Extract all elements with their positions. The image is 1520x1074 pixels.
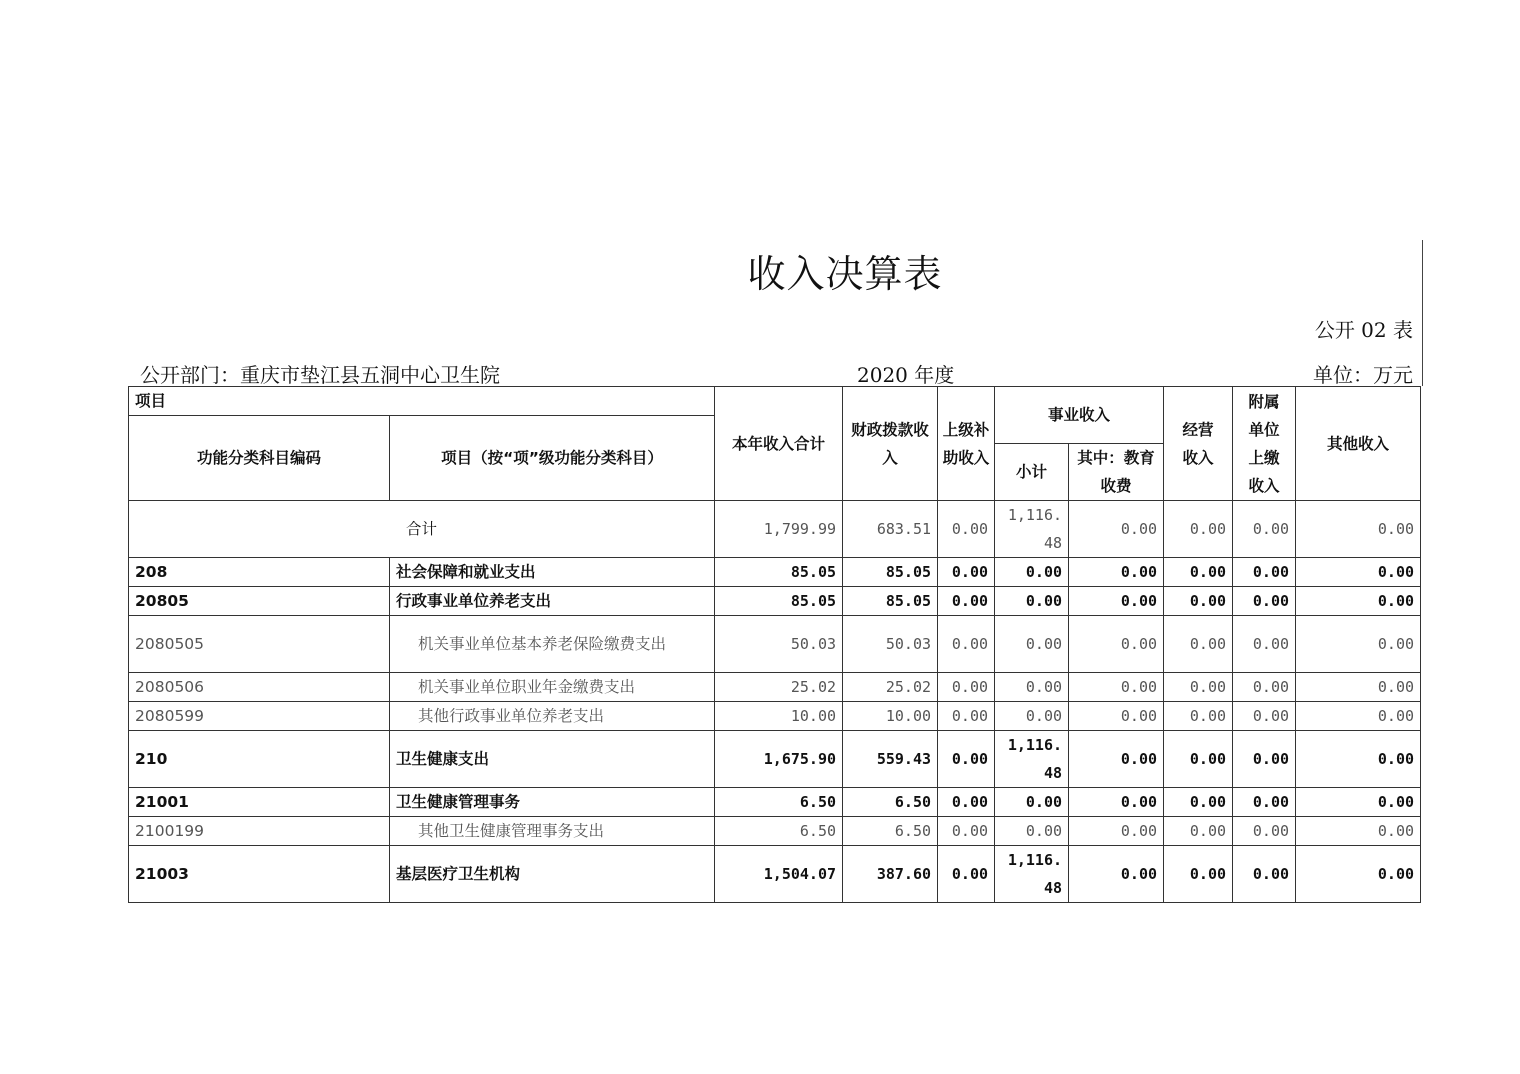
row-code: 2080599	[129, 702, 390, 731]
row-value: 1,116.48	[995, 846, 1069, 903]
total-value: 0.00	[1233, 501, 1296, 558]
income-table	[128, 386, 1421, 903]
row-value: 0.00	[995, 702, 1069, 731]
row-value: 85.05	[843, 587, 938, 616]
row-value: 0.00	[1069, 673, 1164, 702]
header-code: 功能分类科目编码	[129, 416, 390, 501]
header-item: 项目（按“项”级功能分类科目）	[390, 416, 715, 501]
row-value: 0.00	[1233, 558, 1296, 587]
row-name: 机关事业单位基本养老保险缴费支出	[390, 616, 715, 673]
row-value: 50.03	[715, 616, 843, 673]
row-value: 0.00	[938, 817, 995, 846]
table-row	[129, 817, 1421, 846]
row-value: 0.00	[1069, 817, 1164, 846]
total-value: 1,799.99	[715, 501, 843, 558]
row-value: 85.05	[715, 558, 843, 587]
row-value: 0.00	[1296, 731, 1421, 788]
row-code: 208	[129, 558, 390, 587]
total-value: 0.00	[1164, 501, 1233, 558]
row-value: 1,504.07	[715, 846, 843, 903]
row-value: 0.00	[1233, 817, 1296, 846]
row-value: 0.00	[938, 731, 995, 788]
total-value: 0.00	[1296, 501, 1421, 558]
row-value: 0.00	[1069, 702, 1164, 731]
row-value: 1,675.90	[715, 731, 843, 788]
table-row	[129, 587, 1421, 616]
total-row	[129, 501, 1421, 558]
row-value: 0.00	[1233, 616, 1296, 673]
table-row	[129, 731, 1421, 788]
row-name: 行政事业单位养老支出	[390, 587, 715, 616]
row-value: 0.00	[938, 702, 995, 731]
row-value: 0.00	[938, 616, 995, 673]
row-value: 0.00	[1069, 846, 1164, 903]
row-value: 85.05	[843, 558, 938, 587]
divider	[1422, 240, 1423, 386]
total-value: 0.00	[1069, 501, 1164, 558]
table-row	[129, 702, 1421, 731]
row-code: 21003	[129, 846, 390, 903]
row-value: 10.00	[715, 702, 843, 731]
row-value: 0.00	[1164, 817, 1233, 846]
total-value: 0.00	[938, 501, 995, 558]
page-title: 收入决算表	[747, 252, 943, 296]
table-row	[129, 673, 1421, 702]
row-value: 0.00	[1296, 846, 1421, 903]
row-code: 2080506	[129, 673, 390, 702]
header-fiscal: 财政拨款收入	[843, 387, 938, 501]
row-value: 0.00	[1069, 616, 1164, 673]
row-name: 其他卫生健康管理事务支出	[390, 817, 715, 846]
row-value: 0.00	[1164, 616, 1233, 673]
row-value: 0.00	[938, 673, 995, 702]
row-value: 0.00	[1296, 817, 1421, 846]
table-row	[129, 846, 1421, 903]
row-value: 0.00	[1164, 788, 1233, 817]
row-value: 0.00	[1296, 587, 1421, 616]
header-other: 其他收入	[1296, 387, 1421, 501]
total-label: 合计	[129, 501, 715, 558]
form-number: 公开 02 表	[1314, 318, 1413, 342]
total-value: 1,116.48	[995, 501, 1069, 558]
row-value: 1,116.48	[995, 731, 1069, 788]
fiscal-year: 2020 年度	[857, 363, 955, 387]
row-code: 210	[129, 731, 390, 788]
table-row	[129, 558, 1421, 587]
row-value: 0.00	[995, 817, 1069, 846]
total-value: 683.51	[843, 501, 938, 558]
row-value: 0.00	[1233, 587, 1296, 616]
row-value: 0.00	[1164, 702, 1233, 731]
row-value: 0.00	[1296, 788, 1421, 817]
row-value: 0.00	[1069, 558, 1164, 587]
row-name: 卫生健康管理事务	[390, 788, 715, 817]
row-value: 559.43	[843, 731, 938, 788]
row-code: 2080505	[129, 616, 390, 673]
row-value: 0.00	[1164, 846, 1233, 903]
row-name: 卫生健康支出	[390, 731, 715, 788]
row-value: 0.00	[1069, 788, 1164, 817]
department-label: 公开部门：重庆市垫江县五洞中心卫生院	[140, 363, 500, 387]
row-value: 387.60	[843, 846, 938, 903]
row-value: 0.00	[1069, 587, 1164, 616]
row-value: 6.50	[843, 788, 938, 817]
header-superior: 上级补助收入	[938, 387, 995, 501]
table-row	[129, 616, 1421, 673]
row-value: 85.05	[715, 587, 843, 616]
row-value: 0.00	[995, 558, 1069, 587]
row-name: 社会保障和就业支出	[390, 558, 715, 587]
row-value: 0.00	[1233, 702, 1296, 731]
row-value: 0.00	[938, 587, 995, 616]
row-value: 0.00	[1233, 846, 1296, 903]
table-row	[129, 788, 1421, 817]
row-value: 0.00	[938, 558, 995, 587]
row-value: 0.00	[1164, 731, 1233, 788]
row-value: 0.00	[995, 673, 1069, 702]
row-value: 6.50	[715, 788, 843, 817]
row-value: 0.00	[1233, 673, 1296, 702]
row-value: 0.00	[995, 587, 1069, 616]
row-value: 0.00	[1069, 731, 1164, 788]
row-value: 0.00	[995, 616, 1069, 673]
row-code: 21001	[129, 788, 390, 817]
row-name: 其他行政事业单位养老支出	[390, 702, 715, 731]
header-project: 项目	[129, 387, 715, 416]
row-code: 20805	[129, 587, 390, 616]
row-value: 0.00	[1233, 788, 1296, 817]
row-value: 6.50	[715, 817, 843, 846]
row-value: 0.00	[1296, 616, 1421, 673]
row-value: 0.00	[1233, 731, 1296, 788]
row-value: 25.02	[715, 673, 843, 702]
row-value: 25.02	[843, 673, 938, 702]
row-value: 0.00	[1164, 558, 1233, 587]
row-value: 6.50	[843, 817, 938, 846]
header-business: 事业收入	[995, 387, 1164, 444]
row-value: 0.00	[938, 846, 995, 903]
row-value: 0.00	[938, 788, 995, 817]
row-value: 0.00	[1296, 702, 1421, 731]
row-value: 0.00	[1164, 587, 1233, 616]
row-code: 2100199	[129, 817, 390, 846]
row-value: 50.03	[843, 616, 938, 673]
header-business-subtotal: 小计	[995, 444, 1069, 501]
row-value: 0.00	[995, 788, 1069, 817]
row-value: 10.00	[843, 702, 938, 731]
header-affiliated: 附属单位上缴收入	[1233, 387, 1296, 501]
header-total: 本年收入合计	[715, 387, 843, 501]
row-name: 机关事业单位职业年金缴费支出	[390, 673, 715, 702]
row-value: 0.00	[1296, 673, 1421, 702]
row-value: 0.00	[1296, 558, 1421, 587]
row-value: 0.00	[1164, 673, 1233, 702]
header-business-edu: 其中：教育收费	[1069, 444, 1164, 501]
unit-label: 单位：万元	[1313, 363, 1413, 387]
row-name: 基层医疗卫生机构	[390, 846, 715, 903]
header-operating: 经营收入	[1164, 387, 1233, 501]
